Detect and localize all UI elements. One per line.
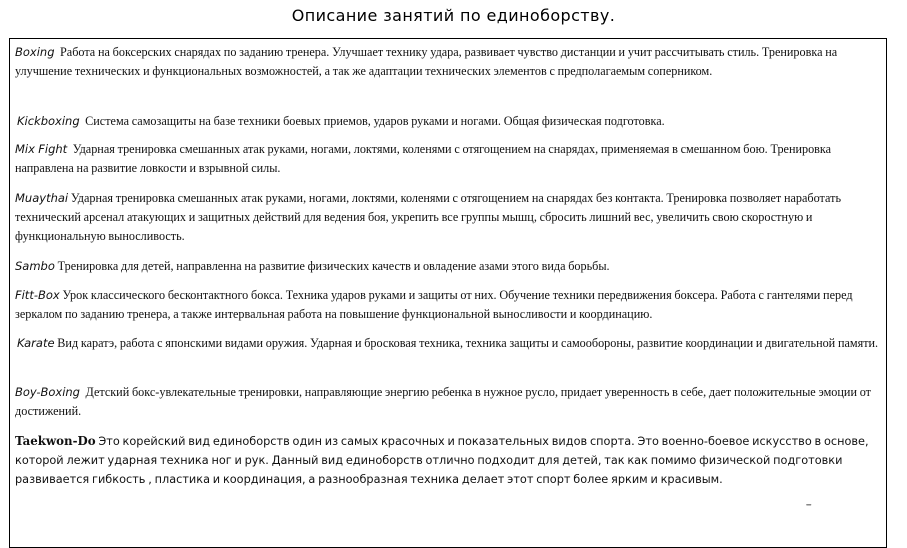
description-mix-fight: Ударная тренировка смешанных атак руками, ногами, локтями, коленями с отягощением на снарядах, применяемая в смешанном бою. Тренировка направлена на развитие ловкости и взрывной силы. <box>15 142 832 175</box>
entry-boxing <box>15 43 887 81</box>
description-taekwon-do: Это корейский вид единоборств один из самых красочных и показательных видов спорта. Это военно-боевое искусство в основе, которой лежит ударная техника ног и рук. Данный вид единоборств отлично подходит для детей, так как помимо физической подготовки развивается гибкость , пластика и координация, а разнообразная техника делает этот спорт более ярким и красивым. <box>15 435 869 486</box>
description-sambo: Тренировка для детей, направленна на развитие физических качеств и овладение азами этого вида борьбы. <box>57 259 610 273</box>
page-title: Описание занятий по единоборству. <box>291 6 616 25</box>
entry-muaythai <box>15 189 887 246</box>
term-taekwon-do: Taekwon-Do <box>15 434 96 448</box>
description-karate: Вид каратэ, работа с японскими видами оружия. Ударная и бросковая техника, техника защиты и самообороны, развитие координации и двигательной памяти. <box>57 336 879 350</box>
term-kickboxing: Kickboxing <box>17 114 80 128</box>
term-boy-boxing: Boy-Boxing <box>15 385 80 399</box>
description-kickboxing: Система самозащиты на базе техники боевых приемов, ударов руками и ногами. Общая физическая подготовка. <box>85 114 665 128</box>
entry-fitt-box <box>15 286 887 324</box>
entry-boy-boxing <box>15 383 887 421</box>
description-boy-boxing: Детский бокс-увлекательные тренировки, направляющие энергию ребенка в нужное русло, придает уверенность в себе, дает положительные эмоции от достижений. <box>15 385 871 418</box>
description-muaythai: Ударная тренировка смешанных атак руками, ногами, локтями, коленями с отягощением на снарядах без контакта. Тренировка позволяет наработать технический арсенал атакующих и защитных действий для ведения боя, укрепить все группы мышц, сбросить лишний вес, увеличить свою скоростную и функциональную выносливость. <box>15 191 842 243</box>
description-fitt-box: Урок классического бесконтактного бокса. Техника ударов руками и защиты от них. Обучение техники передвижения боксера. Работа с гантелями перед зеркалом по заданию тренера, а также интервальная работа на повышение функциональной выносливости и координацию. <box>15 288 853 321</box>
entry-taekwon-do <box>15 432 887 489</box>
entry-kickboxing <box>17 112 889 131</box>
entry-karate <box>17 334 889 353</box>
description-boxing: Работа на боксерских снарядах по заданию тренера. Улучшает технику удара, развивает чувство дистанции и учит рассчитывать стиль. Тренировка на улучшение технических и функциональных возможностей, а так же адаптации технических элементов с предполагаемым соперником. <box>15 45 838 78</box>
entry-mix-fight <box>15 140 887 178</box>
entry-sambo <box>15 257 887 276</box>
term-karate: Karate <box>17 336 55 350</box>
term-sambo: Sambo <box>15 259 55 273</box>
term-muaythai: Muaythai <box>15 191 69 205</box>
term-fitt-box: Fitt-Box <box>15 288 60 302</box>
term-mix-fight: Mix Fight <box>15 142 68 156</box>
term-boxing: Boxing <box>15 45 55 59</box>
